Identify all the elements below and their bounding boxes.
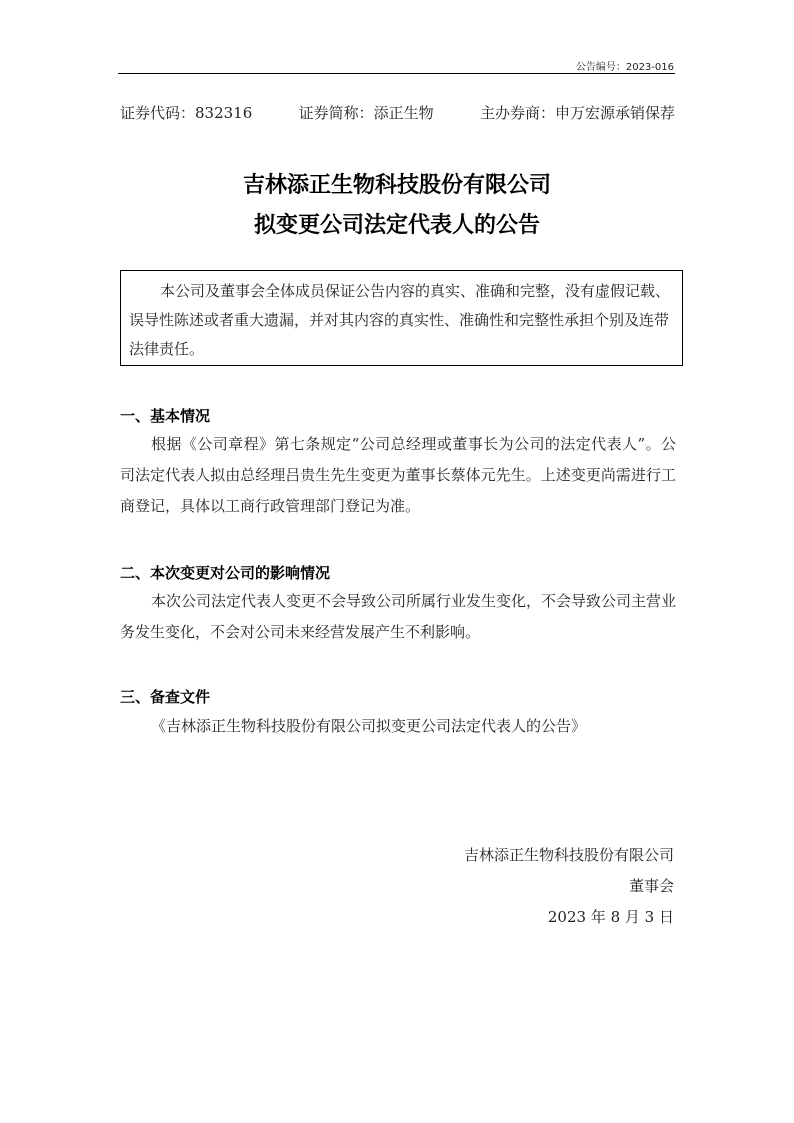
board-guarantee-notice: 本公司及董事会全体成员保证公告内容的真实、准确和完整，没有虚假记载、误导性陈述或者重大遗漏，并对其内容的真实性、准确性和完整性承担个别及连带法律责任。 [120, 270, 683, 366]
document-title-line1: 吉林添正生物科技股份有限公司 [242, 173, 551, 198]
section-body-basic: 根据《公司章程》第七条规定“公司总经理或董事长为公司的法定代表人”。公司法定代表人拟由总经理吕贵生先生变更为董事长蔡体元先生。上述变更尚需进行工商登记，具体以工商行政管理部门登记为准。 [120, 435, 676, 515]
signature-company: 吉林添正生物科技股份有限公司 [463, 846, 674, 864]
section-body-impact: 本次公司法定代表人变更不会导致公司所属行业发生变化，不会导致公司主营业务发生变化，不会对公司未来经营发展产生不利影响。 [120, 592, 677, 641]
securities-info-row [120, 102, 675, 123]
signature-date: 2023 年 8 月 3 日 [547, 908, 674, 926]
section-body-documents: 《吉林添正生物科技股份有限公司拟变更公司法定代表人的公告》 [151, 717, 587, 735]
document-title-line2: 拟变更公司法定代表人的公告 [253, 213, 540, 238]
signature-board: 董事会 [628, 877, 674, 895]
lead-sponsor: 主办券商：申万宏源承销保荐 [479, 104, 675, 122]
section-heading-basic: 一、基本情况 [120, 407, 211, 425]
securities-code: 证券代码：832316 [120, 104, 253, 122]
announcement-number: 公告编号：2023-016 [575, 62, 674, 73]
securities-abbreviation: 证券简称：添正生物 [298, 104, 434, 122]
section-heading-documents: 三、备查文件 [120, 688, 211, 706]
header-divider [118, 73, 675, 74]
section-heading-impact: 二、本次变更对公司的影响情况 [120, 564, 331, 582]
